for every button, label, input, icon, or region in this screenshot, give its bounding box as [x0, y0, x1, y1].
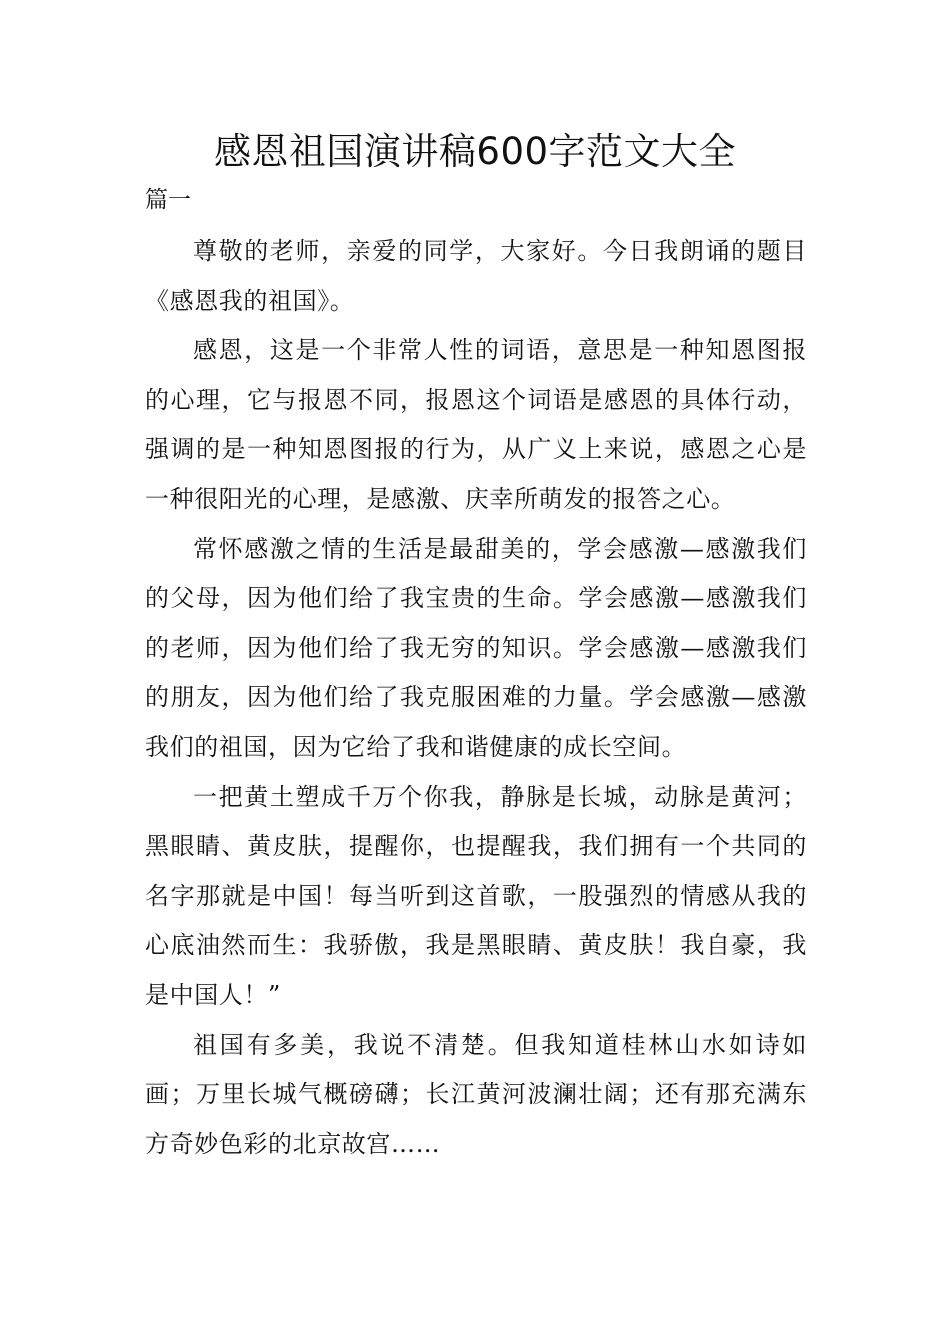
paragraph-3: 常怀感激之情的生活是最甜美的，学会感激—感激我们的父母，因为他们给了我宝贵的生命。学会感激—感激我们的老师，因为他们给了我无穷的知识。学会感激—感激我们的朋友，因为他们给了我克服困难的力量。学会感激—感激我们的祖国，因为它给了我和谐健康的成长空间。	[145, 534, 807, 761]
paragraph-2: 感恩，这是一个非常人性的词语，意思是一种知恩图报的心理，它与报恩不同，报恩这个词语是感恩的具体行动，强调的是一种知恩图报的行为，从广义上来说，感恩之心是一种很阳光的心理，是感激、庆幸所萌发的报答之心。	[145, 336, 807, 513]
section-label: 篇一	[145, 187, 191, 213]
paragraph-5: 祖国有多美，我说不清楚。但我知道桂林山水如诗如画；万里长城气概磅礴；长江黄河波澜壮阔；还有那充满东方奇妙色彩的北京故宫……	[145, 1030, 807, 1158]
document-body	[145, 227, 807, 1169]
paragraph-4: 一把黄土塑成千万个你我，静脉是长城，动脉是黄河；黑眼睛、黄皮肤，提醒你，也提醒我，我们拥有一个共同的名字那就是中国！每当听到这首歌，一股强烈的情感从我的心底油然而生：我骄傲，我是黑眼睛、黄皮肤！我自豪，我是中国人！”	[145, 782, 807, 1009]
document-title: 感恩祖国演讲稿600字范文大全	[213, 130, 737, 173]
paragraph-1: 尊敬的老师，亲爱的同学，大家好。今日我朗诵的题目《感恩我的祖国》。	[145, 237, 807, 315]
